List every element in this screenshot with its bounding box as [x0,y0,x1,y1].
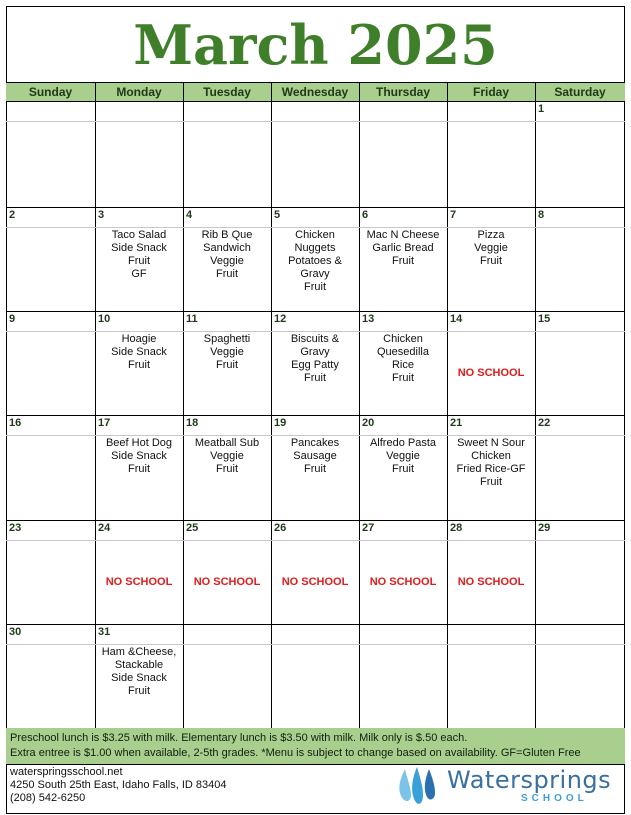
day-number: 6 [362,209,369,221]
day-number-strip [95,207,183,228]
calendar-day-cell[interactable] [183,101,271,207]
water-drops-logo-icon [395,765,439,809]
calendar-day-cell[interactable] [6,207,95,311]
calendar-day-cell[interactable] [271,101,359,207]
calendar-day-cell[interactable] [183,415,271,520]
day-number: 15 [538,313,551,325]
grid-line [6,82,625,83]
menu-item: Beef Hot Dog [105,437,173,449]
menu-items [95,437,183,476]
menu-item: Fruit [128,359,150,371]
day-number: 13 [362,313,375,325]
calendar-day-cell[interactable] [183,520,271,624]
calendar-day-cell[interactable] [359,624,447,728]
day-number-strip [6,207,95,228]
page-title: March 2025 [133,13,498,77]
menu-item: Side Snack [111,450,167,462]
menu-items [183,437,271,476]
calendar-day-cell[interactable] [6,101,95,207]
menu-items [183,229,271,281]
no-school-label: NO SCHOOL [369,576,437,588]
menu-item: Chicken [383,333,423,345]
menu-item: Veggie [386,450,420,462]
website-link[interactable]: waterspringsschool.net [10,766,123,778]
menu-item: Chicken [295,229,335,241]
notes-line-2: Extra entree is $1.00 when available, 2-5th grades. *Menu is subject to change based on availability. GF=Gluten Free [10,747,581,759]
menu-item: Sausage [293,450,337,462]
menu-items [183,333,271,372]
calendar-day-cell[interactable] [183,311,271,415]
menu-item: Egg Patty [291,359,339,371]
menu-item: Sandwich [203,242,251,254]
menu-item: Side Snack [111,242,167,254]
day-number-strip [183,624,271,645]
menu-item: Biscuits & [290,333,340,345]
logo-subtitle: SCHOOL [521,793,588,804]
calendar-day-cell[interactable] [95,311,183,415]
day-number: 20 [362,417,375,429]
menu-item: Gravy [300,346,330,358]
menu-items [359,437,447,476]
day-number: 17 [98,417,111,429]
menu-item: Fruit [392,463,414,475]
day-number: 9 [9,313,16,325]
menu-item: Hoagie [121,333,157,345]
menu-item: Stackable [114,659,164,671]
weekday-tuesday: Tuesday [203,85,251,99]
day-number-strip [183,101,271,122]
menu-items [95,229,183,281]
menu-item: Fruit [480,476,502,488]
calendar-day-cell[interactable] [6,520,95,624]
menu-items [447,229,535,268]
day-number: 10 [98,313,111,325]
weekday-thursday: Thursday [375,85,430,99]
menu-item: GF [131,268,147,280]
menu-item: Pizza [477,229,505,241]
menu-items [359,333,447,385]
no-school-label: NO SCHOOL [457,367,525,379]
calendar-day-cell[interactable] [535,101,625,207]
calendar-day-cell[interactable] [95,101,183,207]
day-number-strip [271,624,359,645]
day-number: 18 [186,417,199,429]
day-number-strip [271,207,359,228]
calendar-day-cell[interactable] [6,311,95,415]
school-contact [10,766,226,805]
day-number-strip [359,101,447,122]
menu-item: Fruit [128,255,150,267]
day-number-strip [535,624,625,645]
calendar-day-cell[interactable] [359,415,447,520]
no-school-label: NO SCHOOL [457,576,525,588]
calendar-day-cell[interactable] [447,520,535,624]
menu-item: Side Snack [111,672,167,684]
day-number: 2 [9,209,16,221]
day-number: 4 [186,209,193,221]
day-number: 11 [186,313,198,325]
menu-item: Veggie [474,242,508,254]
menu-item: Side Snack [111,346,167,358]
weekday-friday: Friday [472,85,509,99]
calendar-day-cell[interactable] [359,311,447,415]
day-number: 24 [98,522,111,534]
menu-item: Potatoes & [288,255,342,267]
calendar-day-cell[interactable] [535,520,625,624]
menu-item: Rib B Que [201,229,253,241]
day-number: 3 [98,209,105,221]
menu-item: Fruit [304,463,326,475]
menu-item: Fruit [392,372,414,384]
menu-item: Ham &Cheese, [101,646,177,658]
day-number: 14 [450,313,463,325]
menu-item: Fried Rice-GF [456,463,526,475]
calendar-day-cell[interactable] [447,101,535,207]
menu-item: Veggie [210,450,244,462]
no-school-label: NO SCHOOL [193,576,261,588]
day-number: 1 [538,103,545,115]
calendar-day-cell[interactable] [359,520,447,624]
day-number: 27 [362,522,375,534]
calendar-day-cell[interactable] [359,101,447,207]
day-number: 25 [186,522,199,534]
day-number-strip [359,624,447,645]
menu-items [271,229,359,294]
day-number-strip [447,207,535,228]
day-number-strip [359,207,447,228]
notes-line-1: Preschool lunch is $3.25 with milk. Elementary lunch is $3.50 with milk. Milk only is $.50 each. [10,732,468,744]
menu-item: Fruit [392,255,414,267]
calendar-day-cell[interactable] [183,207,271,311]
day-number: 5 [274,209,281,221]
menu-items [359,229,447,268]
menu-item: Nuggets [294,242,336,254]
menu-items [447,437,535,489]
menu-item: Fruit [480,255,502,267]
day-number: 7 [450,209,457,221]
calendar-day-cell[interactable] [447,415,535,520]
calendar-day-cell[interactable] [447,311,535,415]
weekday-wednesday: Wednesday [281,85,349,99]
no-school-label: NO SCHOOL [105,576,173,588]
menu-item: Fruit [216,359,238,371]
day-number: 21 [450,417,463,429]
calendar-day-cell[interactable] [95,207,183,311]
menu-items [95,646,183,698]
menu-item: Fruit [216,463,238,475]
menu-item: Fruit [128,685,150,697]
menu-item: Rice [391,359,414,371]
calendar-day-cell[interactable] [95,520,183,624]
menu-item: Alfredo Pasta [369,437,437,449]
weekday-monday: Monday [116,85,162,99]
calendar-day-cell[interactable] [535,311,625,415]
weekday-sunday: Sunday [28,85,73,99]
day-number-strip [535,207,625,228]
menu-item: Pancakes [290,437,340,449]
calendar-day-cell[interactable] [359,207,447,311]
calendar-day-cell[interactable] [447,207,535,311]
calendar-day-cell[interactable] [6,415,95,520]
day-number: 12 [274,313,287,325]
menu-item: Fruit [304,281,326,293]
calendar-day-cell[interactable] [271,624,359,728]
menu-item: Chicken [471,450,511,462]
calendar-day-cell[interactable] [535,624,625,728]
menu-items [271,333,359,385]
pricing-notes [6,728,625,764]
day-number: 29 [538,522,551,534]
day-number: 23 [9,522,22,534]
menu-items [271,437,359,476]
menu-item: Fruit [128,463,150,475]
day-number: 8 [538,209,545,221]
calendar-day-cell[interactable] [447,624,535,728]
menu-item: Veggie [210,346,244,358]
day-number: 16 [9,417,22,429]
day-number: 22 [538,417,551,429]
calendar-day-cell[interactable] [271,311,359,415]
calendar-day-cell[interactable] [6,624,95,728]
menu-item: Meatball Sub [194,437,260,449]
calendar-day-cell[interactable] [535,415,625,520]
calendar-day-cell[interactable] [95,415,183,520]
day-number: 19 [274,417,287,429]
calendar-day-cell[interactable] [271,415,359,520]
day-number: 30 [9,626,22,638]
calendar-day-cell[interactable] [271,520,359,624]
day-number-strip [447,624,535,645]
phone-text: (208) 542-6250 [10,792,86,804]
menu-item: Veggie [210,255,244,267]
menu-item: Mac N Cheese [366,229,440,241]
calendar-day-cell[interactable] [271,207,359,311]
day-number-strip [183,207,271,228]
menu-item: Sweet N Sour [457,437,525,449]
day-number-strip [447,101,535,122]
menu-item: Fruit [216,268,238,280]
menu-item: Gravy [300,268,330,280]
menu-item: Taco Salad [111,229,167,241]
menu-item: Garlic Bread [372,242,434,254]
calendar-day-cell[interactable] [95,624,183,728]
address-text: 4250 South 25th East, Idaho Falls, ID 83404 [10,779,227,791]
menu-item: Spaghetti [203,333,251,345]
calendar-day-cell[interactable] [183,624,271,728]
day-number-strip [271,101,359,122]
day-number: 31 [98,626,111,638]
day-number: 28 [450,522,463,534]
logo-wordmark: Watersprings [447,766,612,794]
menu-item: Quesedilla [377,346,429,358]
no-school-label: NO SCHOOL [281,576,349,588]
weekday-saturday: Saturday [554,85,606,99]
day-number-strip [6,101,95,122]
day-number-strip [6,311,95,332]
day-number: 26 [274,522,287,534]
menu-items [95,333,183,372]
calendar-day-cell[interactable] [535,207,625,311]
menu-item: Fruit [304,372,326,384]
school-logo [393,764,612,810]
day-number-strip [95,101,183,122]
day-number-strip [535,101,625,122]
